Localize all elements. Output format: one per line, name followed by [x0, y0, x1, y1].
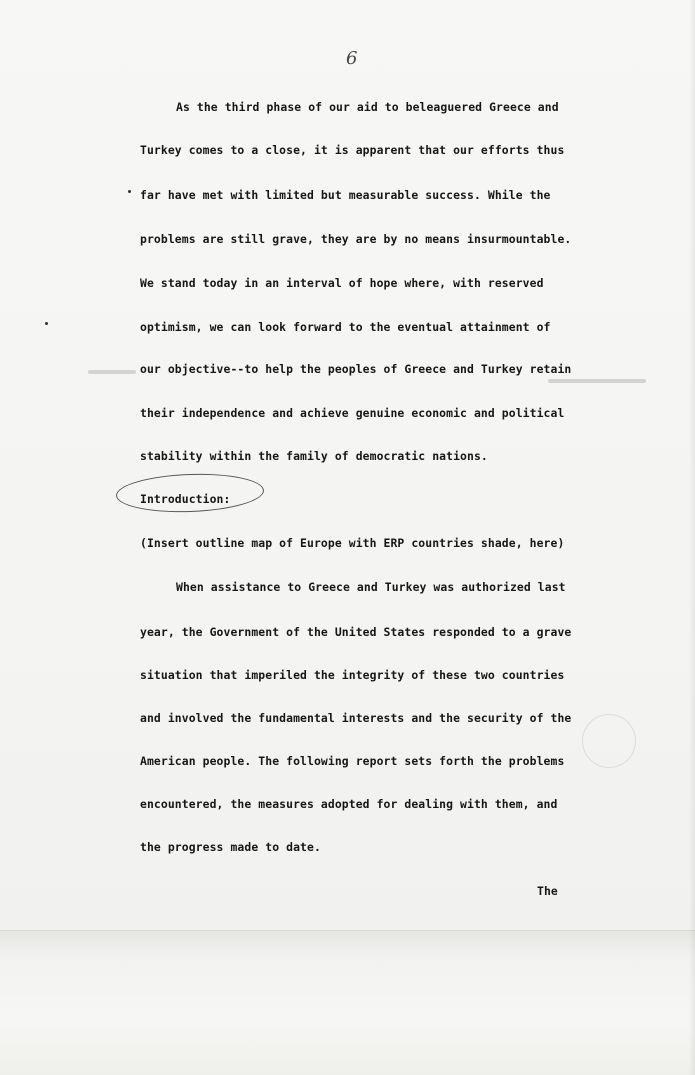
text-line: far have met with limited but measurable success. While the	[140, 188, 551, 202]
text-line: their independence and achieve genuine economic and political	[140, 406, 565, 420]
text-line: problems are still grave, they are by no means insurmountable.	[140, 232, 572, 246]
text-line: optimism, we can look forward to the eventual attainment of	[140, 320, 551, 334]
smudge-mark	[88, 370, 136, 374]
text-line: As the third phase of our aid to beleaguered Greece and	[176, 100, 559, 114]
text-line: When assistance to Greece and Turkey was authorized last	[176, 580, 566, 594]
text-line: and involved the fundamental interests and the security of the	[140, 711, 572, 725]
text-line: year, the Government of the United States responded to a grave	[140, 625, 572, 639]
text-line: We stand today in an interval of hope where, with reserved	[140, 276, 544, 290]
insert-note: (Insert outline map of Europe with ERP countries shade, here)	[140, 536, 565, 550]
text-line: American people. The following report sets forth the problems	[140, 754, 565, 768]
paper-fold	[0, 930, 695, 1075]
section-heading: Introduction:	[140, 492, 231, 506]
smudge-mark	[548, 379, 646, 383]
text-line: our objective--to help the peoples of Greece and Turkey retain	[140, 362, 572, 376]
speck-mark	[128, 190, 131, 193]
page-number: 6	[346, 48, 358, 69]
speck-mark	[45, 322, 48, 325]
faint-stamp	[582, 714, 636, 768]
text-line: encountered, the measures adopted for dealing with them, and	[140, 797, 558, 811]
text-line: Turkey comes to a close, it is apparent that our efforts thus	[140, 143, 565, 157]
text-line: the progress made to date.	[140, 840, 321, 854]
text-line: stability within the family of democratic nations.	[140, 449, 488, 463]
text-line: situation that imperiled the integrity of these two countries	[140, 668, 565, 682]
catchword: The	[537, 884, 558, 898]
edge-shadow	[689, 0, 695, 1075]
